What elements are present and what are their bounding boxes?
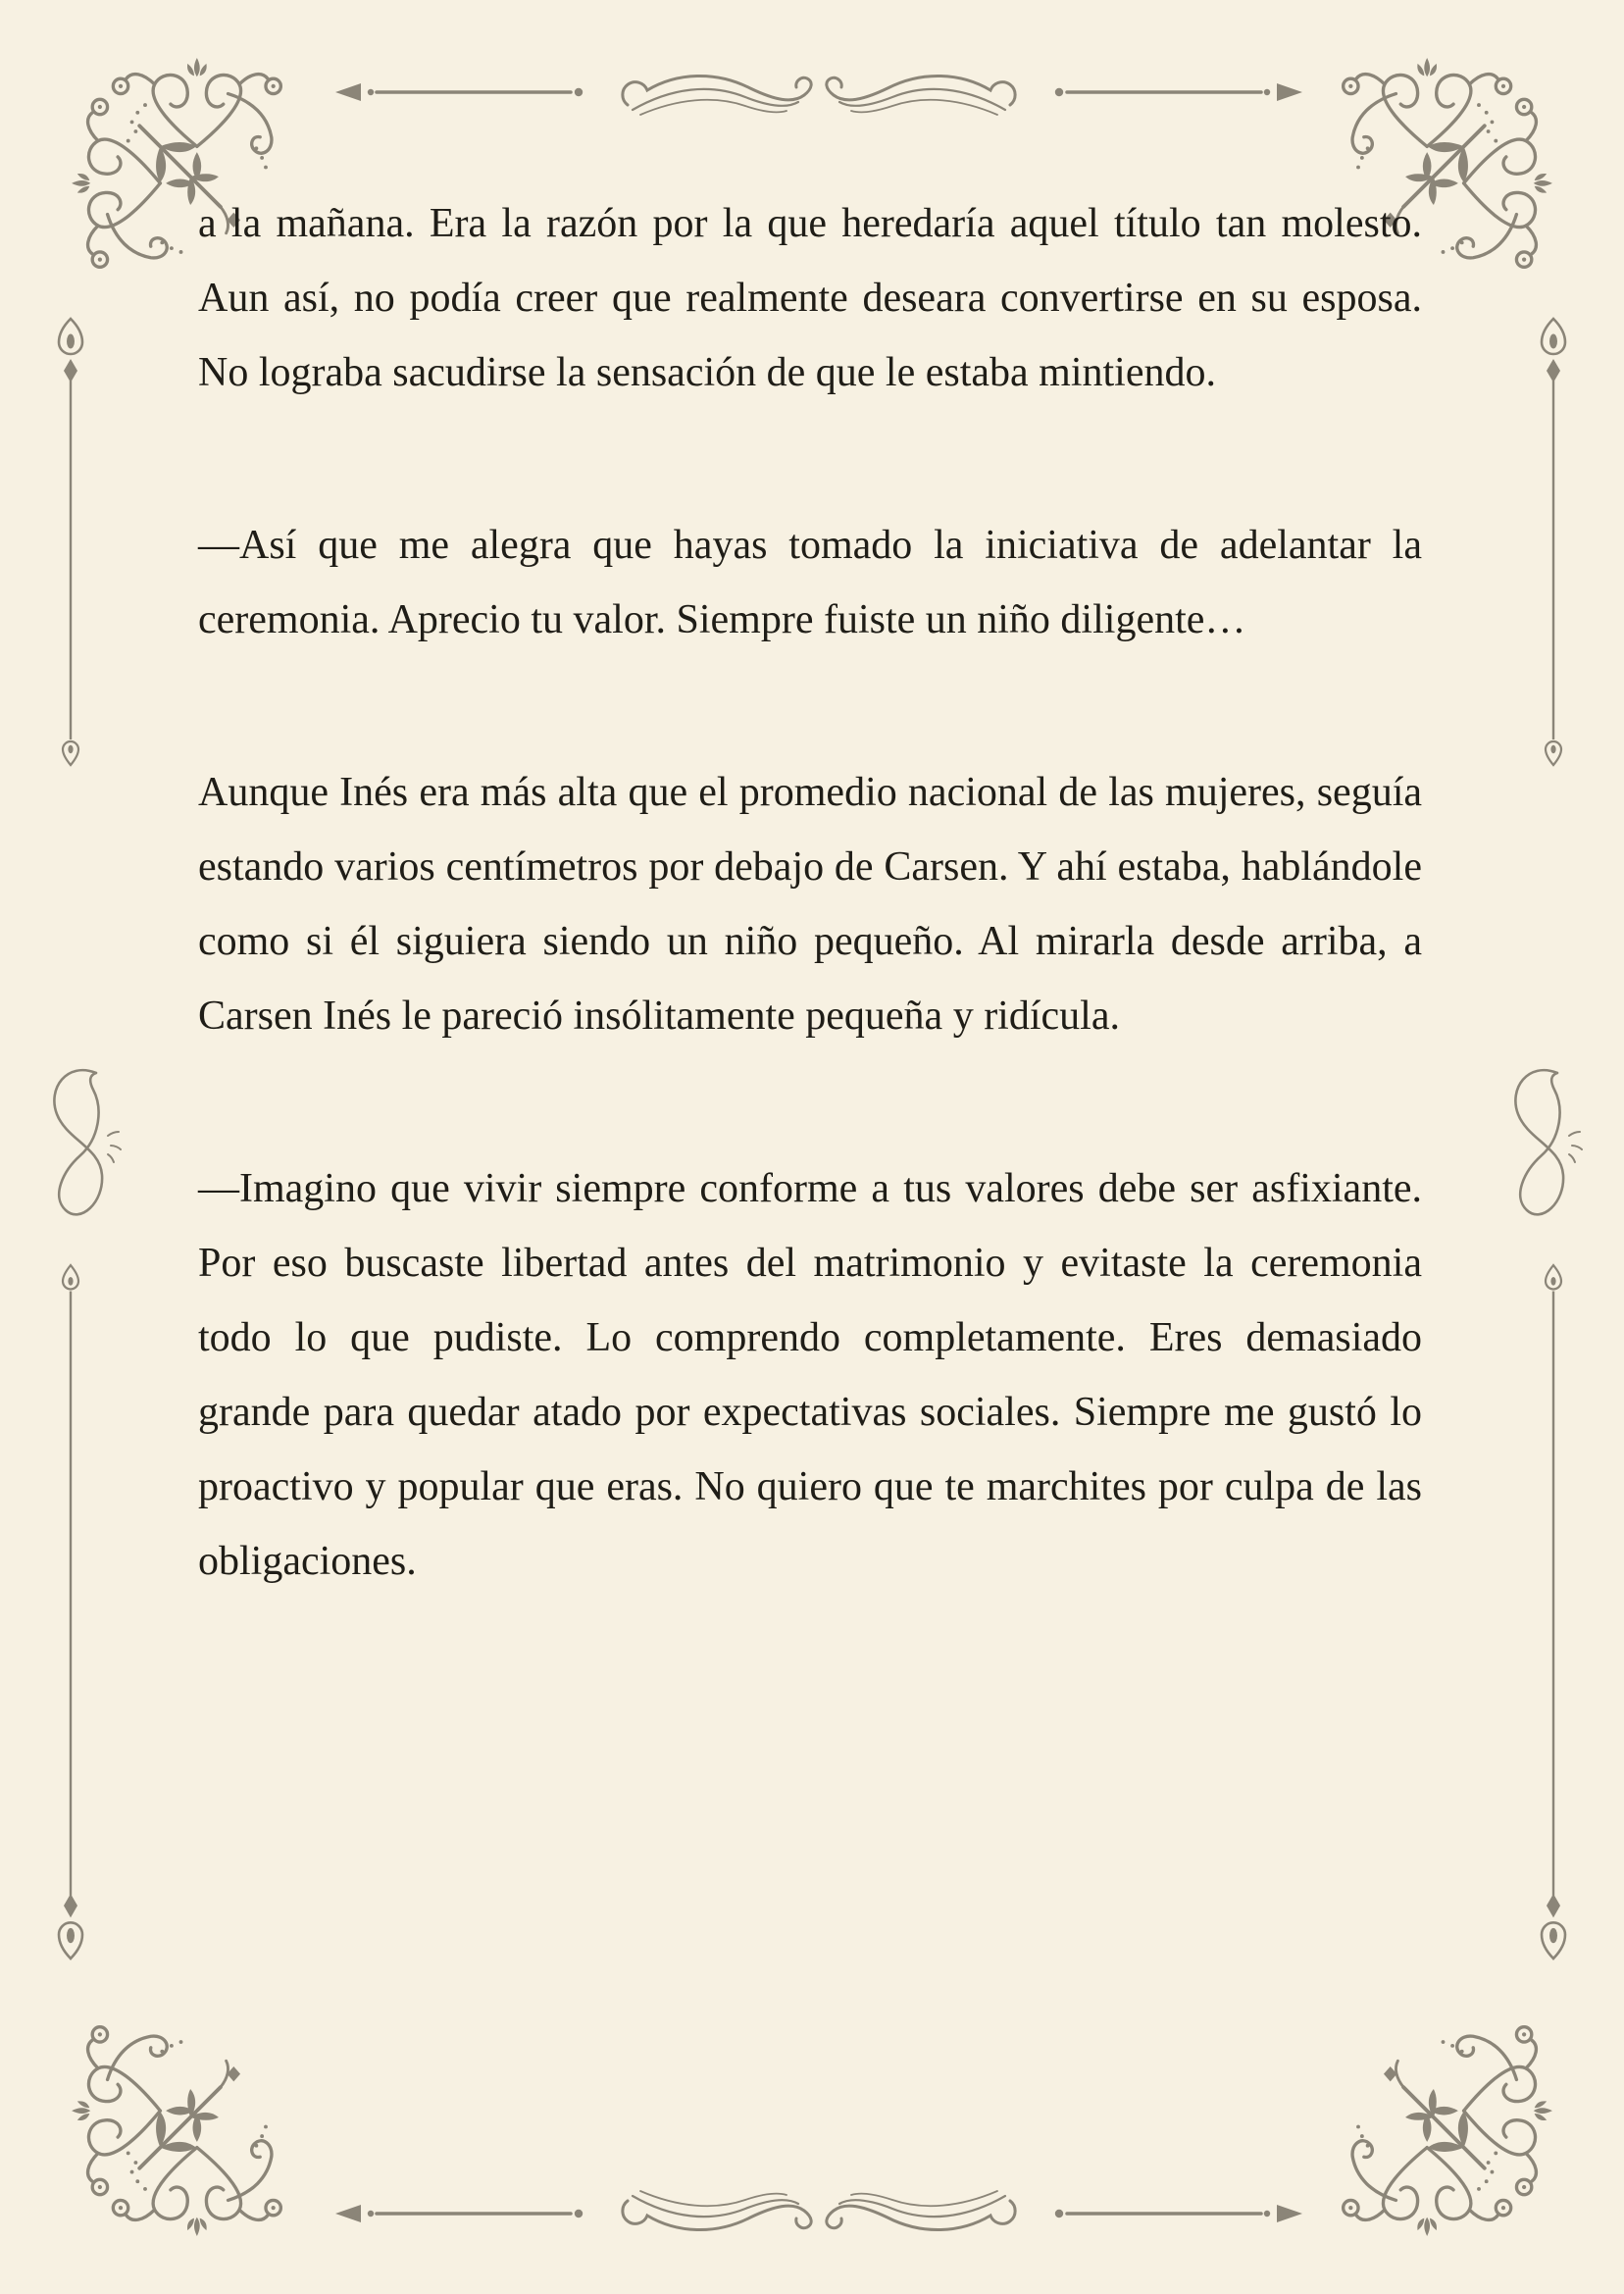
right-figure-eight-swirl-icon xyxy=(1498,1061,1589,1230)
paragraph-4: —Imagino que vivir siempre conforme a tus valores debe ser asfixiante. Por eso buscaste libertad antes del matrimonio y evitaste la ceremonia todo lo que pudiste. Lo comprendo completamente. Eres demasiado grande para quedar atado por expectativas sociales. Siempre me gustó lo proactivo y popular que eras. No quiero que te marchites por culpa de las obligaciones. xyxy=(198,1166,1422,1584)
paragraph-3: Aunque Inés era más alta que el promedio nacional de las mujeres, seguía estando varios centímetros por debajo de Carsen. Y ahí estaba, hablándole como si él siguiera siendo un niño pequeño. Al mirarla desde arriba, a Carsen Inés le pareció insólitamente pequeña y ridícula. xyxy=(198,770,1422,1039)
bottom-divider-ornament-icon xyxy=(333,2172,1304,2255)
left-upper-rod-ornament-icon xyxy=(53,316,88,767)
left-figure-eight-swirl-icon xyxy=(37,1061,127,1230)
corner-flourish-bottom-right-icon xyxy=(1335,2018,1575,2259)
right-lower-rod-ornament-icon xyxy=(1536,1263,1571,1962)
left-lower-rod-ornament-icon xyxy=(53,1263,88,1962)
top-divider-ornament-icon xyxy=(333,51,1304,133)
page-text xyxy=(198,186,1422,1697)
right-upper-rod-ornament-icon xyxy=(1536,316,1571,767)
corner-flourish-bottom-left-icon xyxy=(49,2018,289,2259)
paragraph-2: —Así que me alegra que hayas tomado la iniciativa de adelantar la ceremonia. Aprecio tu valor. Siempre fuiste un niño diligente… xyxy=(198,523,1422,642)
paragraph-1: a la mañana. Era la razón por la que heredaría aquel título tan molesto. Aun así, no podía creer que realmente deseara convertirse en su esposa. No lograba sacudirse la sensación de que le estaba mintiendo. xyxy=(198,201,1422,395)
